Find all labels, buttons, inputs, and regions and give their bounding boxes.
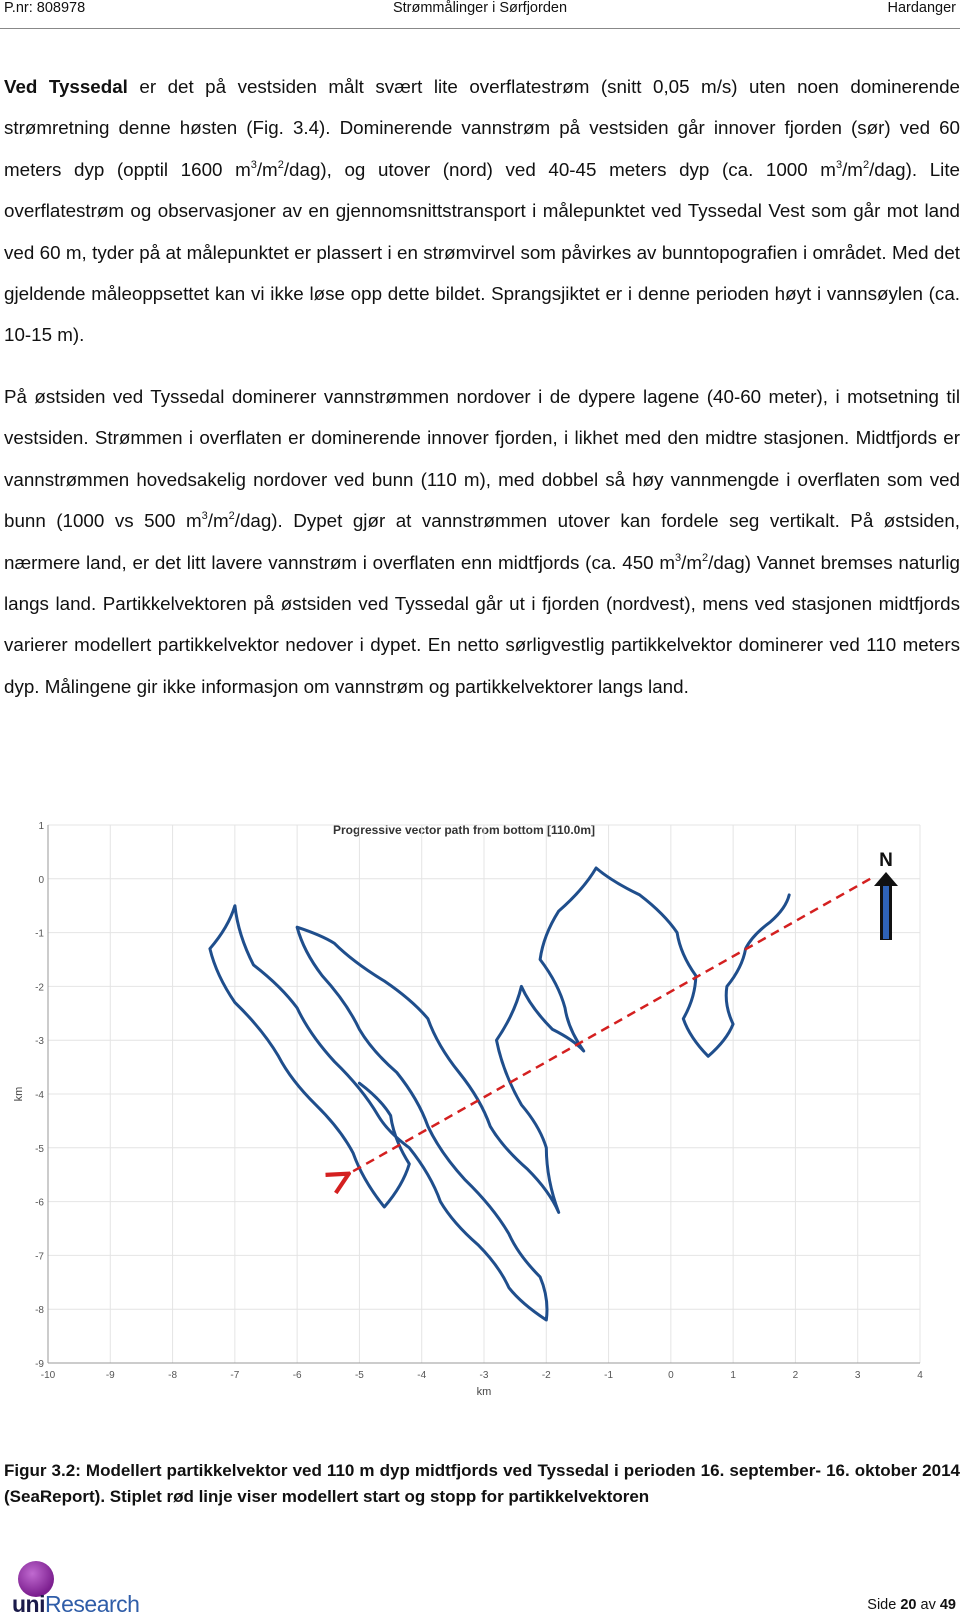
x-tick-label: -5 (354, 1370, 364, 1381)
x-tick-label: -4 (417, 1370, 427, 1381)
y-tick-label: -7 (35, 1251, 44, 1263)
x-tick-label: -10 (40, 1370, 56, 1381)
y-tick-label: -9 (35, 1359, 44, 1370)
project-number: P.nr: 808978 (4, 0, 86, 16)
north-label: N (879, 850, 893, 871)
region-name: Hardanger (887, 0, 956, 16)
x-tick-label: -3 (479, 1370, 489, 1381)
y-tick-label: -6 (35, 1197, 44, 1209)
x-tick-label: 3 (854, 1370, 861, 1381)
page-middle: av (916, 1597, 940, 1613)
x-tick-label: 2 (792, 1370, 799, 1381)
paragraph-lead: Ved Tyssedal (4, 76, 128, 97)
x-tick-label: 0 (668, 1370, 674, 1381)
page-header (0, 0, 960, 29)
logo-text (12, 1591, 139, 1618)
north-arrow-shaft-fill (883, 884, 889, 939)
y-tick-label: 1 (38, 822, 44, 832)
x-tick-label: -8 (168, 1370, 178, 1381)
page-number (867, 1597, 956, 1613)
figure-caption: Figur 3.2: Modellert partikkelvektor ved 110 m dyp midtfjords ved Tyssedal i perioden 16. september- 16. oktober 2014 (SeaReport). Stiplet rød linje viser modellert start og stopp for partikkelvektoren (4, 1461, 960, 1506)
vector-path-chart (0, 822, 960, 1444)
paragraph-text: /dag). Dypet gjør at vannstrømmen utover kan fordele seg vertikalt. På østsiden, nærmere land, er det litt lavere vannstrøm i overflaten enn midtfjords (ca. 450 m (4, 510, 960, 573)
page-prefix: Side (867, 1597, 901, 1613)
page-footer (0, 1555, 960, 1620)
superscript: 2 (277, 158, 284, 171)
superscript: 2 (702, 551, 709, 564)
x-tick-label: 1 (730, 1370, 736, 1381)
paragraph-text: På østsiden ved Tyssedal dominerer vannstrømmen nordover i de dypere lagene (40-60 meter), i motsetning til vestsiden. Strømmen i overflaten er dominerende innover fjorden, i likhet med den midtre stasjonen. Midtfjords er vannstrømmen hovedsakelig nordover ved bunn (110 m), med dobbel så høy vannmengde i overflaten som ved bunn (1000 vs 500 m (4, 386, 960, 532)
paragraph-tyssedal-east (4, 376, 960, 707)
y-tick-label: -1 (35, 928, 44, 940)
x-tick-label: -6 (292, 1370, 302, 1381)
logo-uni: uni (12, 1591, 45, 1617)
paragraph-text: /m (842, 158, 863, 180)
y-tick-label: -4 (35, 1090, 44, 1101)
paragraph-text: /m (681, 551, 703, 573)
superscript: 3 (201, 510, 208, 523)
paragraph-text: /dag). Lite overflatestrøm og observasjoner av en gjennomsnittstransport i målepunktet ved Tyssedal Vest som går mot land ved 60 m, tyder på at målepunktet er plassert i en strømvirvel som påvirkes av bunntopografien i området. Med det gjeldende måleoppsettet kan vi ikke løse opp dette bildet. Sprangsjiktet er i denne perioden høyt i vannsøylen (ca. 10-15 m). (4, 158, 960, 346)
x-tick-labels (41, 1370, 923, 1381)
x-tick-label: -1 (604, 1370, 614, 1381)
y-tick-label: -2 (35, 982, 44, 994)
y-tick-labels (35, 822, 44, 1370)
superscript: 3 (250, 158, 257, 171)
paragraph-tyssedal-west (4, 66, 960, 356)
x-tick-label: -2 (541, 1370, 551, 1381)
paragraph-text: /m (207, 510, 229, 532)
superscript: 2 (862, 158, 870, 171)
document-title: Strømmålinger i Sørfjorden (392, 0, 568, 16)
x-axis-label: km (476, 1386, 492, 1398)
y-tick-label: -5 (35, 1143, 44, 1155)
y-tick-label: -8 (35, 1305, 44, 1317)
paragraph-text: er det på vestsiden målt svært lite overflatestrøm (snitt 0,05 m/s) uten noen dominerende strømretning denne høsten (Fig. 3.4). Dominerende vannstrøm på vestsiden går innover fjorden (sør) ved 60 meters dyp (opptil 1600 m (4, 76, 960, 180)
north-arrow (874, 850, 898, 940)
chart-title: Progressive vector path from bottom [110.0m] (332, 823, 596, 837)
x-tick-label: -7 (230, 1370, 240, 1381)
logo-research: Research (45, 1591, 140, 1617)
y-tick-label: -3 (35, 1036, 44, 1048)
y-tick-label: 0 (38, 874, 44, 886)
page-total: 49 (939, 1597, 956, 1613)
paragraph-text: /m (256, 158, 278, 180)
chart-grid (48, 825, 920, 1363)
superscript: 3 (835, 158, 843, 171)
paragraph-text: /dag) Vannet bremses naturlig langs land. Partikkelvektoren på østsiden ved Tyssedal går ut i fjorden (nordvest), mens ved stasjonen midtfjords varierer modellert partikkelvektor nedover i dypet. En netto sørligvestlig partikkelvektor dominerer ved 110 meters dyp. Målingene gir ikke informasjon om vannstrøm og partikkelvektorer langs land. (4, 551, 960, 697)
superscript: 3 (675, 551, 682, 564)
paragraph-text: /dag), og utover (nord) ved 40-45 meters dyp (ca. 1000 m (283, 158, 836, 180)
uni-research-logo (8, 1561, 148, 1617)
vector-path-figure (0, 822, 960, 1444)
x-tick-label: -9 (105, 1370, 115, 1381)
x-tick-label: 4 (917, 1370, 923, 1381)
superscript: 2 (228, 510, 235, 523)
y-axis-label: km (13, 1086, 25, 1102)
page-current: 20 (900, 1597, 917, 1613)
